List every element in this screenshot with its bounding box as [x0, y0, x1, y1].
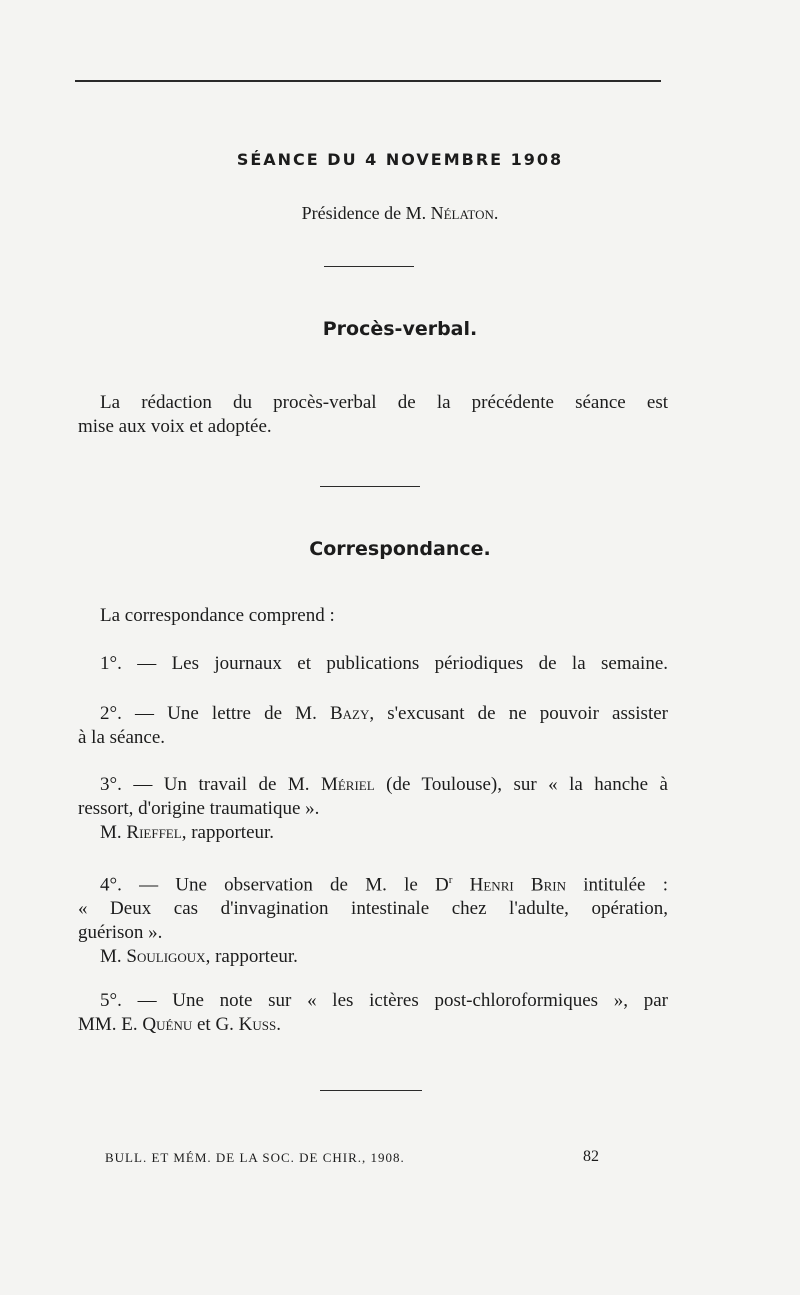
- text-line: guérison ».: [78, 922, 163, 944]
- person-name: Henri Brin: [452, 874, 566, 896]
- text-fragment: , s'excusant de ne pouvoir assister: [369, 703, 668, 724]
- text-line: à la séance.: [78, 727, 166, 748]
- text-line: [78, 945, 668, 969]
- top-rule: [75, 80, 661, 82]
- section-title-correspondance: Correspondance.: [309, 538, 491, 560]
- text-line: [78, 821, 668, 845]
- text-fragment: , rapporteur.: [181, 822, 275, 843]
- text-fragment: 3°. — Un travail de M.: [100, 774, 321, 795]
- correspondance-intro: [78, 604, 668, 628]
- text-line: [78, 1013, 668, 1037]
- text-fragment: M.: [100, 822, 127, 843]
- person-name: Quénu: [142, 1014, 193, 1035]
- person-name: Souligoux: [126, 946, 206, 968]
- person-name: Rieffel: [126, 822, 182, 843]
- page-number: 82: [583, 1148, 599, 1165]
- session-heading: SÉANCE DU 4 NOVEMBRE 1908: [236, 150, 564, 169]
- text-fragment: 2°. — Une lettre de M.: [100, 703, 330, 724]
- separator-rule-1: [324, 266, 414, 267]
- president-name: Nélaton: [430, 203, 494, 223]
- person-name: Bazy: [329, 703, 370, 724]
- text-line: ressort, d'origine traumatique ».: [78, 798, 320, 819]
- text-line: mise aux voix et adoptée.: [78, 416, 272, 437]
- text-line: [78, 989, 668, 1013]
- text-line: [78, 773, 668, 797]
- text-line: [78, 702, 668, 726]
- item-2: [78, 702, 668, 750]
- item-4: [78, 868, 668, 969]
- item-5: [78, 989, 668, 1037]
- person-name: Kuss: [238, 1014, 277, 1035]
- text-fragment: MM. E.: [78, 1014, 143, 1035]
- text-line: [78, 652, 668, 676]
- separator-rule-3: [320, 1090, 422, 1091]
- text-fragment: (de Toulouse), sur « la hanche à: [374, 774, 668, 795]
- text-line: [78, 391, 668, 415]
- text-line: [78, 604, 668, 628]
- person-name: Mériel: [320, 774, 375, 795]
- text-line: [78, 868, 668, 897]
- separator-rule-2: [320, 486, 420, 487]
- running-footer: BULL. ET MÉM. DE LA SOC. DE CHIR., 1908.: [105, 1150, 405, 1165]
- text-fragment: 1°. — Les journaux et publications périodiques de la semaine.: [100, 653, 668, 674]
- proces-verbal-paragraph: [78, 391, 668, 439]
- text-fragment: 5°. — Une note sur « les ictères post-chloroformiques », par: [100, 990, 668, 1011]
- text-fragment: et G.: [192, 1014, 239, 1035]
- section-title-proces-verbal: Procès-verbal.: [322, 318, 478, 340]
- text-fragment: 4°. — Une observation de M. le D: [100, 874, 449, 896]
- presidency-line: [0, 203, 800, 224]
- superscript: r: [448, 874, 453, 886]
- text-line: « Deux cas d'invagination intestinale chez l'adulte, opération,: [78, 898, 668, 920]
- presidency-prefix: Présidence de M.: [301, 203, 431, 223]
- item-3: [78, 773, 668, 845]
- presidency-suffix: .: [493, 203, 499, 223]
- text-fragment: , rapporteur.: [205, 946, 298, 968]
- item-1: [78, 652, 668, 676]
- text-fragment: La correspondance comprend :: [100, 605, 335, 626]
- text-fragment: La rédaction du procès-verbal de la précédente séance est: [100, 392, 668, 413]
- text-fragment: .: [276, 1014, 281, 1035]
- text-fragment: intitulée :: [566, 874, 668, 896]
- text-fragment: M.: [100, 946, 127, 968]
